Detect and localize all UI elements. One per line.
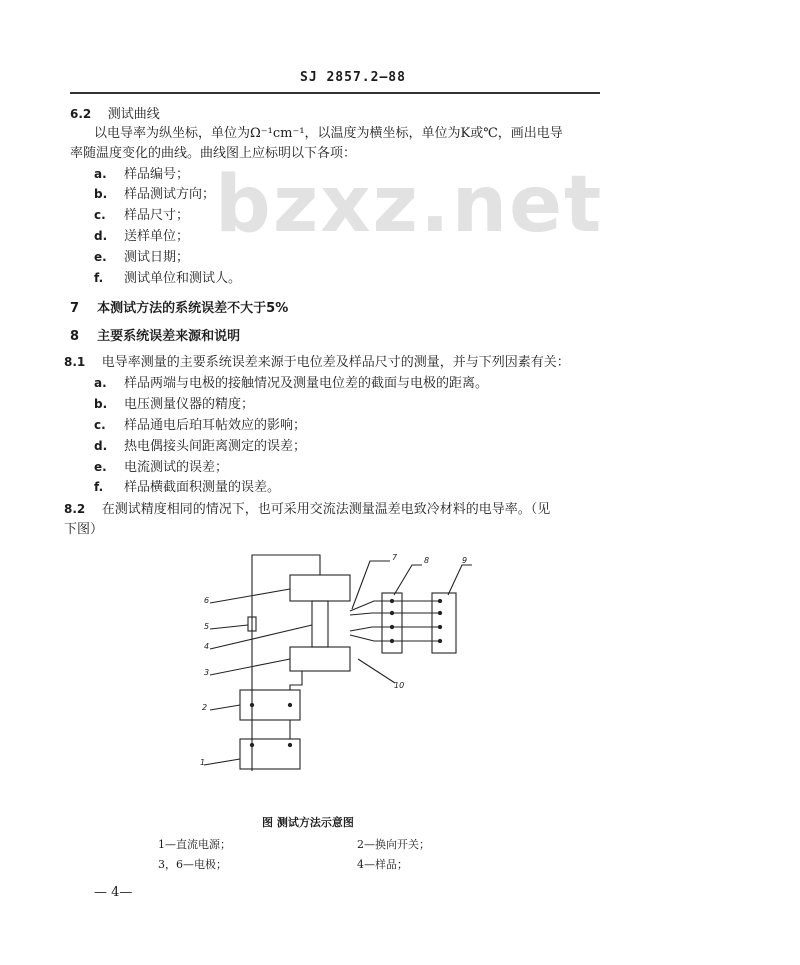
list-text: 样品尺寸； xyxy=(124,208,190,223)
list-letter: d. xyxy=(94,439,108,453)
label-3: 3 xyxy=(204,668,210,677)
paragraph-line: 在测试精度相同的情况下，也可采用交流法测量温差电致冷材料的电导率。（见 xyxy=(101,502,551,517)
leader-line xyxy=(358,659,395,683)
list-text: 热电偶接头间距离测定的误差； xyxy=(124,439,307,454)
list-item xyxy=(94,204,189,223)
section-8-1-line xyxy=(64,351,570,370)
list-text: 测试日期； xyxy=(124,250,190,265)
label-8: 8 xyxy=(424,556,430,565)
list-text: 电压测量仪器的精度； xyxy=(124,397,255,412)
terminal-dot xyxy=(390,611,393,614)
section-7-heading xyxy=(70,297,288,316)
list-text: 样品编号； xyxy=(124,167,190,182)
list-letter: e. xyxy=(94,460,107,474)
list-letter: a. xyxy=(94,167,107,181)
list-item xyxy=(94,476,280,495)
paragraph-line: 以电导率为纵坐标，单位为Ω⁻¹cm⁻¹，以温度为横坐标，单位为K或℃，画出电导 xyxy=(94,126,563,141)
section-number: 7 xyxy=(70,301,80,316)
lead-wire xyxy=(350,635,382,641)
terminal-dot xyxy=(390,599,393,602)
legend-item: 2—换向开关； xyxy=(357,838,430,851)
terminal-dot xyxy=(438,639,441,642)
list-item xyxy=(94,246,189,265)
figure-caption: 图 测试方法示意图 xyxy=(262,816,354,829)
list-item xyxy=(94,414,306,433)
list-item xyxy=(94,267,241,286)
list-item xyxy=(94,183,215,202)
label-5: 5 xyxy=(204,622,210,631)
section-number: 8.2 xyxy=(64,502,86,516)
list-letter: f. xyxy=(94,271,104,285)
list-letter: d. xyxy=(94,229,108,243)
sample xyxy=(312,601,328,647)
list-item xyxy=(94,372,488,391)
list-letter: b. xyxy=(94,397,108,411)
list-letter: c. xyxy=(94,418,106,432)
terminal-dot xyxy=(438,625,441,628)
list-text: 样品测试方向； xyxy=(124,187,216,202)
terminal-dot xyxy=(250,703,253,706)
terminal-dot xyxy=(250,743,253,746)
leader-line xyxy=(210,625,312,649)
section-8-heading xyxy=(70,325,240,344)
terminal-dot xyxy=(288,703,291,706)
list-text: 样品通电后珀耳帖效应的影响； xyxy=(124,418,307,433)
label-4: 4 xyxy=(204,642,210,651)
electrode-3 xyxy=(290,647,350,671)
label-10: 10 xyxy=(394,681,405,690)
list-letter: c. xyxy=(94,208,106,222)
label-1: 1 xyxy=(200,758,206,767)
section-title: 主要系统误差来源和说明 xyxy=(97,329,241,344)
wire xyxy=(290,671,302,690)
list-item xyxy=(94,225,189,244)
leader-line xyxy=(394,565,422,595)
list-letter: f. xyxy=(94,480,104,494)
paragraph-line: 率随温度变化的曲线。曲线图上应标明以下各项： xyxy=(70,146,357,161)
list-text: 电流测试的误差； xyxy=(124,460,229,475)
page-number: — 4— xyxy=(94,885,133,900)
section-number: 8 xyxy=(70,329,80,344)
label-7: 7 xyxy=(392,553,398,562)
terminal-dot xyxy=(288,743,291,746)
legend-item: 3，6—电极； xyxy=(158,858,227,871)
section-6-2-heading xyxy=(70,103,160,122)
legend-item: 1—直流电源； xyxy=(158,838,231,851)
section-title: 测试曲线 xyxy=(107,107,160,122)
leader-line xyxy=(210,589,290,603)
list-text: 测试单位和测试人。 xyxy=(124,271,242,286)
list-text: 送样单位； xyxy=(124,229,190,244)
list-item xyxy=(94,163,189,182)
lead-wire xyxy=(350,627,382,631)
paragraph-line: 电导率测量的主要系统误差来源于电位差及样品尺寸的测量，并与下列因素有关： xyxy=(101,355,570,370)
terminal-dot xyxy=(390,625,393,628)
instrument-9 xyxy=(432,593,456,653)
label-2: 2 xyxy=(202,703,208,712)
list-letter: a. xyxy=(94,376,107,390)
section-title: 本测试方法的系统误差不大于5% xyxy=(97,301,289,316)
terminal-dot xyxy=(438,611,441,614)
list-item xyxy=(94,435,306,454)
standard-code: SJ 2857.2—88 xyxy=(300,70,406,85)
leader-line xyxy=(448,565,472,595)
list-letter: b. xyxy=(94,187,108,201)
terminal-dot xyxy=(438,599,441,602)
leader-line xyxy=(210,659,290,675)
electrode-6 xyxy=(290,575,350,601)
list-item xyxy=(94,456,228,475)
section-number: 8.1 xyxy=(64,355,86,369)
header-rule xyxy=(70,92,600,94)
section-8-2-line xyxy=(64,498,550,517)
test-method-diagram xyxy=(190,545,480,780)
list-text: 样品横截面积测量的误差。 xyxy=(124,480,281,495)
watermark: bzxz.net xyxy=(215,160,604,250)
leader-line xyxy=(204,759,240,765)
list-letter: e. xyxy=(94,250,107,264)
leader-line xyxy=(210,625,248,629)
terminal-dot xyxy=(390,639,393,642)
label-9: 9 xyxy=(462,556,468,565)
list-text: 样品两端与电极的接触情况及测量电位差的截面与电极的距离。 xyxy=(124,376,489,391)
section-number: 6.2 xyxy=(70,107,92,121)
lead-wire xyxy=(350,613,382,615)
label-6: 6 xyxy=(204,596,210,605)
paragraph-line: 下图） xyxy=(64,522,104,537)
leader-line xyxy=(210,705,240,710)
legend-item: 4—样品； xyxy=(357,858,408,871)
list-item xyxy=(94,393,254,412)
